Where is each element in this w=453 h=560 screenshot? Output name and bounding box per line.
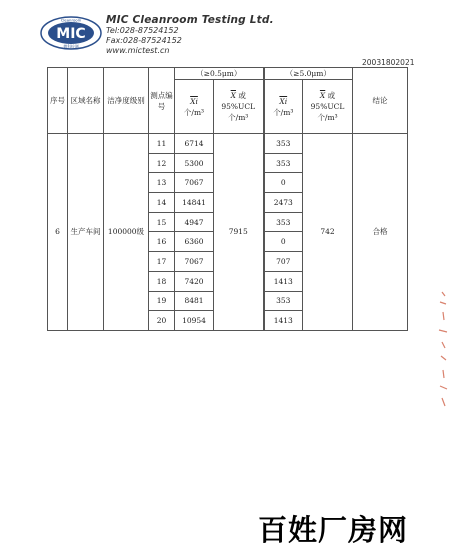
- company-fax: Fax:028-87524152: [106, 36, 182, 45]
- header-xi-50: [264, 80, 303, 134]
- header-xi-05: [175, 80, 214, 134]
- point-count-50: 2473: [264, 193, 303, 213]
- logo-ring-text: Cleanroom: [60, 17, 82, 23]
- ucl-label: 或 95%UCL: [221, 91, 256, 111]
- unit-label: 个/m³: [317, 113, 338, 122]
- company-tel: Tel:028-87524152: [106, 26, 179, 35]
- xi-symbol: $\overline{Xi}$: [279, 96, 288, 106]
- company-name: MIC Cleanroom Testing Ltd.: [106, 14, 274, 26]
- point-id: 20: [149, 311, 175, 331]
- logo-text: MIC: [56, 26, 86, 42]
- point-count-50: 0: [264, 232, 303, 252]
- header-seq: 序号: [48, 68, 68, 134]
- seal-fragment: [436, 290, 450, 410]
- logo-bottom-text: 微科检测: [63, 44, 79, 49]
- company-website: www.mictest.cn: [106, 46, 170, 55]
- point-count-50: 1413: [264, 311, 303, 331]
- point-id: 11: [149, 134, 175, 154]
- point-count-05: 10954: [175, 311, 214, 331]
- header-point: 测点编号: [149, 68, 175, 134]
- header-class: 洁净度级别: [104, 68, 149, 134]
- xbar-05: 7915: [214, 134, 264, 331]
- xi-symbol: $\overline{Xi}$: [190, 96, 198, 106]
- unit-label: 个/m³: [228, 113, 249, 122]
- point-id: 17: [149, 252, 175, 272]
- point-id: 13: [149, 173, 175, 193]
- row-class: 100000级: [104, 134, 149, 331]
- point-count-50: 0: [264, 173, 303, 193]
- point-id: 16: [149, 232, 175, 252]
- row-conclusion: 合格: [353, 134, 408, 331]
- test-results-table: [47, 67, 408, 331]
- report-number: 20031802021: [362, 58, 415, 67]
- point-count-05: 5300: [175, 153, 214, 173]
- point-count-05: 7067: [175, 173, 214, 193]
- header-group-50: （≥5.0μm）: [264, 68, 353, 80]
- point-id: 15: [149, 212, 175, 232]
- point-count-50: 353: [264, 153, 303, 173]
- point-count-05: 6360: [175, 232, 214, 252]
- point-count-05: 14841: [175, 193, 214, 213]
- xbar-symbol: $\overline{X}$: [230, 91, 236, 100]
- point-count-50: 353: [264, 134, 303, 154]
- company-info: [106, 14, 274, 56]
- xbar-50: 742: [303, 134, 353, 331]
- point-count-05: 8481: [175, 291, 214, 311]
- xbar-symbol: $\overline{X}$: [319, 91, 326, 100]
- point-count-50: 707: [264, 252, 303, 272]
- header-ucl-05: [214, 80, 264, 134]
- header-ucl-50: [303, 80, 353, 134]
- point-count-05: 7420: [175, 271, 214, 291]
- header-conclusion: 结论: [353, 68, 408, 134]
- watermark-text: 百姓厂房网: [258, 513, 409, 547]
- unit-label: 个/m³: [273, 107, 294, 117]
- point-count-50: 1413: [264, 271, 303, 291]
- point-id: 12: [149, 153, 175, 173]
- point-count-05: 4947: [175, 212, 214, 232]
- row-seq: 6: [48, 134, 68, 331]
- company-logo: [40, 16, 102, 50]
- point-id: 19: [149, 291, 175, 311]
- row-area: 生产车间: [68, 134, 104, 331]
- point-id: 14: [149, 193, 175, 213]
- point-count-50: 353: [264, 291, 303, 311]
- header-area: 区域名称: [68, 68, 104, 134]
- ucl-label: 或 95%UCL: [310, 91, 345, 111]
- header-group-05: （≥0.5μm）: [175, 68, 264, 80]
- point-count-05: 6714: [175, 134, 214, 154]
- point-id: 18: [149, 271, 175, 291]
- unit-label: 个/m³: [183, 107, 205, 117]
- point-count-05: 7067: [175, 252, 214, 272]
- point-count-50: 353: [264, 212, 303, 232]
